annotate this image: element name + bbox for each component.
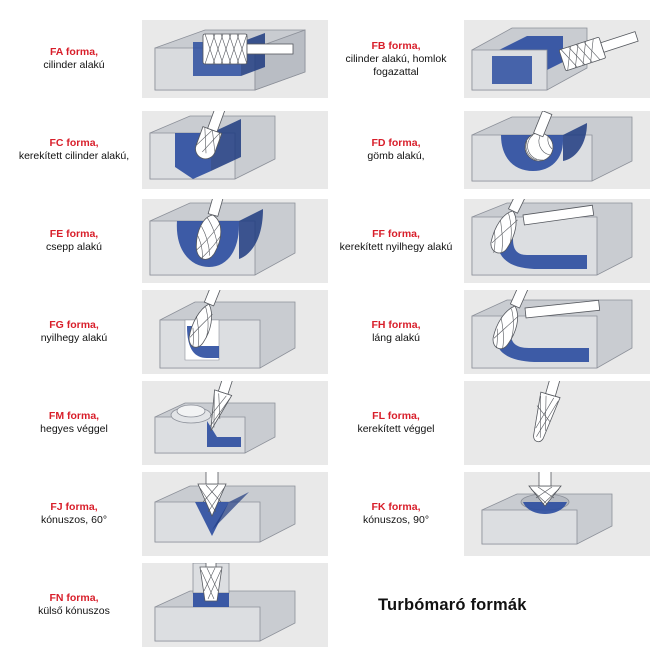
burr-figure-fl <box>464 381 650 465</box>
page-title: Turbómaró formák <box>378 596 527 614</box>
burr-label-fk <box>332 501 464 527</box>
burr-desc-fm: hegyes véggel <box>40 422 108 435</box>
burr-label-ff <box>332 228 464 254</box>
burr-item-ff <box>332 196 650 287</box>
burr-item-fd <box>332 105 650 196</box>
burr-desc-fl: kerekített véggel <box>357 422 435 435</box>
burr-figure-fd <box>464 111 650 189</box>
burr-label-fg <box>10 319 142 345</box>
burr-label-fc <box>10 137 142 163</box>
burr-label-fl <box>332 410 464 436</box>
burr-desc-fe: csepp alakú <box>45 241 103 254</box>
burr-item-fg <box>10 287 328 378</box>
burr-desc-fb: cilinder alakú, homlok fogazattal <box>345 52 447 78</box>
burr-item-fh <box>332 287 650 378</box>
rounded-cone-burr-illustration <box>464 381 650 465</box>
burr-label-fn <box>10 592 142 618</box>
burr-item-fn <box>10 559 328 650</box>
burr-item-fa <box>10 14 328 105</box>
burr-figure-fc <box>142 111 328 189</box>
burr-label-fm <box>10 410 142 436</box>
burr-label-fh <box>332 319 464 345</box>
countersink-60-burr-illustration <box>142 472 328 556</box>
burr-figure-fh <box>464 290 650 374</box>
burr-figure-fg <box>142 290 328 374</box>
burr-code-fj: FJ forma, <box>50 500 98 513</box>
burr-item-fc <box>10 105 328 196</box>
burr-desc-fn: külső kónuszos <box>38 604 110 617</box>
burr-code-fe: FE forma, <box>49 228 99 241</box>
burr-label-fa <box>10 46 142 72</box>
burr-desc-fc: kerekített cilinder alakú, <box>18 150 130 163</box>
burr-figure-ff <box>464 199 650 283</box>
cylindrical-end-cut-burr-illustration <box>464 20 650 98</box>
burr-desc-fd: gömb alakú, <box>367 150 425 163</box>
burr-figure-fj <box>142 472 328 556</box>
burr-figure-fn <box>142 563 328 647</box>
rounded-tree-burr-illustration <box>464 199 650 283</box>
burr-figure-fm <box>142 381 328 465</box>
burr-shapes-grid <box>10 14 650 650</box>
burr-label-fd <box>332 137 464 163</box>
burr-code-fk: FK forma, <box>371 500 421 513</box>
burr-desc-fj: kónuszos, 60° <box>40 513 108 526</box>
burr-desc-fg: nyilhegy alakú <box>40 331 108 344</box>
burr-code-fd: FD forma, <box>371 137 421 150</box>
pointed-cone-burr-illustration <box>142 381 328 465</box>
burr-code-fn: FN forma, <box>49 591 99 604</box>
burr-code-fb: FB forma, <box>371 39 421 52</box>
cylindrical-burr-illustration <box>142 20 328 98</box>
burr-item-fk <box>332 468 650 559</box>
burr-figure-fb <box>464 20 650 98</box>
burr-label-fb <box>332 40 464 79</box>
burr-desc-ff: kerekített nyilhegy alakú <box>339 241 453 254</box>
burr-code-fm: FM forma, <box>48 409 100 422</box>
burr-label-fj <box>10 501 142 527</box>
flame-burr-illustration <box>464 290 650 374</box>
burr-code-fg: FG forma, <box>49 318 99 331</box>
oval-burr-illustration <box>142 199 328 283</box>
spherical-burr-illustration <box>464 111 650 189</box>
burr-item-fm <box>10 377 328 468</box>
inverted-cone-burr-illustration <box>142 563 328 647</box>
burr-item-fl <box>332 377 650 468</box>
burr-desc-fh: láng alakú <box>372 331 420 344</box>
pointed-tree-burr-illustration <box>142 290 328 374</box>
burr-figure-fe <box>142 199 328 283</box>
burr-desc-fk: kónuszos, 90° <box>362 513 430 526</box>
burr-figure-fk <box>464 472 650 556</box>
ball-nose-cylinder-burr-illustration <box>142 111 328 189</box>
burr-code-ff: FF forma, <box>372 228 420 241</box>
burr-code-fh: FH forma, <box>371 318 421 331</box>
burr-code-fa: FA forma, <box>49 46 99 59</box>
burr-figure-fa <box>142 20 328 98</box>
burr-item-fb <box>332 14 650 105</box>
burr-label-fe <box>10 228 142 254</box>
countersink-90-burr-illustration <box>464 472 650 556</box>
burr-item-fe <box>10 196 328 287</box>
burr-item-fj <box>10 468 328 559</box>
burr-code-fl: FL forma, <box>372 409 420 422</box>
burr-code-fc: FC forma, <box>49 137 99 150</box>
burr-desc-fa: cilinder alakú <box>43 59 105 72</box>
